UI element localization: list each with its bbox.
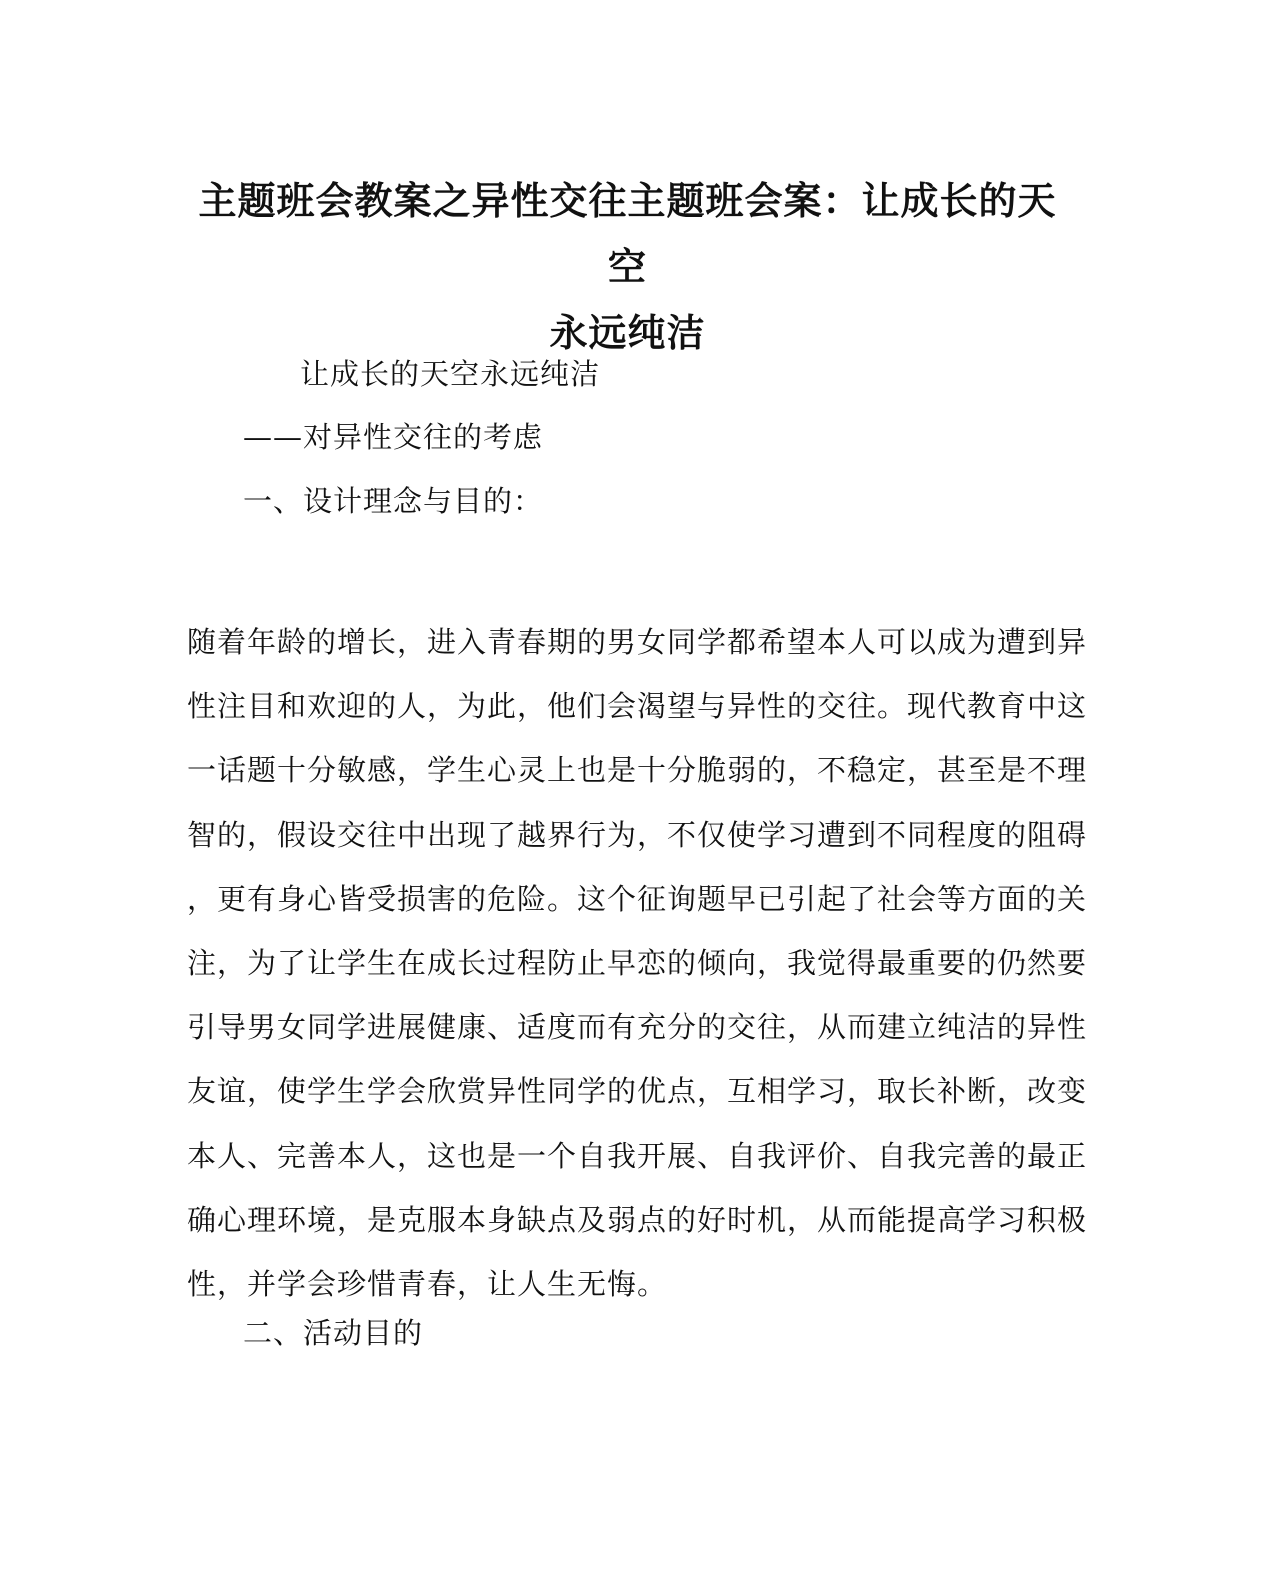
paragraph-line: 性，并学会珍惜青春，让人生无悔。 <box>187 1267 668 1302</box>
subheading: ——对异性交往的考虑 <box>243 420 544 454</box>
paragraph-line: 本人、完善本人，这也是一个自我开展、自我评价、自我完善的最正 <box>187 1138 1088 1173</box>
document-title <box>180 168 1075 366</box>
paragraph-line: 随着年龄的增长，进入青春期的男女同学都希望本人可以成为遭到异 <box>187 625 1088 659</box>
paragraph-line: 确心理环境，是克服本身缺点及弱点的好时机，从而能提高学习积极 <box>187 1202 1088 1237</box>
paragraph-line: 友谊，使学生学会欣赏异性同学的优点，互相学习，取长补断，改变 <box>187 1074 1088 1109</box>
section-heading-design: 一、设计理念与目的： <box>243 484 544 518</box>
title-line-2: 永远纯洁 <box>549 310 706 355</box>
paragraph-line: 注，为了让学生在成长过程防止早恋的倾向，我觉得最重要的仍然要 <box>187 946 1088 981</box>
section-heading-goal: 二、活动目的 <box>243 1316 424 1350</box>
paragraph-line: 智的，假设交往中出现了越界行为，不仅使学习遭到不同程度的阻碍 <box>187 817 1088 852</box>
paragraph-line: 一话题十分敏感，学生心灵上也是十分脆弱的，不稳定，甚至是不理 <box>187 753 1088 788</box>
design-paragraph <box>187 610 1088 1316</box>
title-line-1: 主题班会教案之异性交往主题班会案：让成长的天空 <box>198 178 1057 289</box>
subtitle: 让成长的天空永远纯洁 <box>300 357 601 391</box>
paragraph-line: 性注目和欢迎的人，为此，他们会渴望与异性的交往。现代教育中这 <box>187 689 1088 724</box>
paragraph-line: ，更有身心皆受损害的危险。这个征询题早已引起了社会等方面的关 <box>187 881 1088 916</box>
paragraph-line: 引导男女同学进展健康、适度而有充分的交往，从而建立纯洁的异性 <box>187 1010 1088 1045</box>
